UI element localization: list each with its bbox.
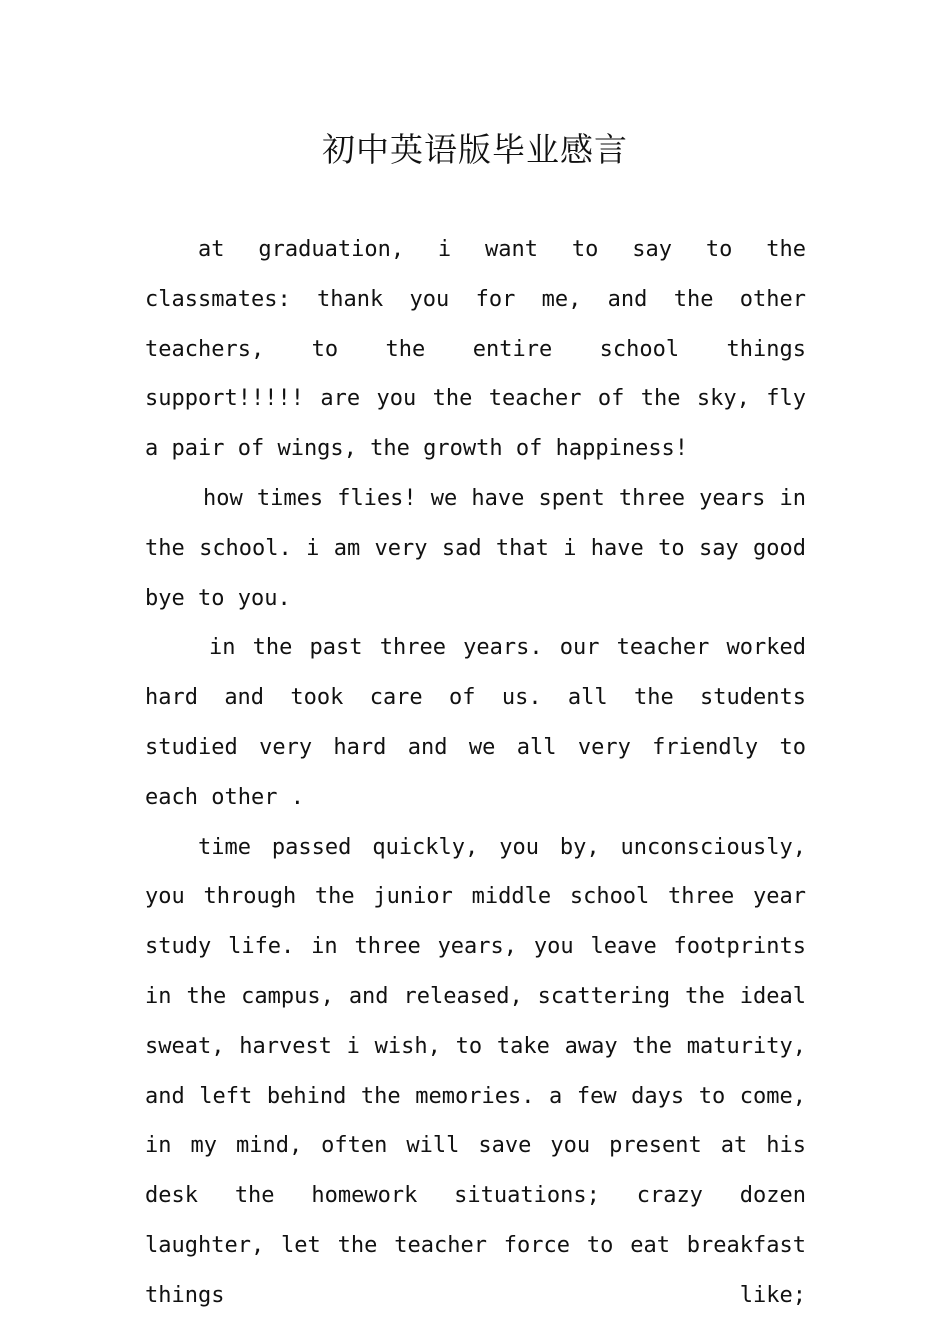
paragraph-1: at graduation, i want to say to the classmates: thank you for me, and the other teachers, to the entire school things support!!!!! are you the teacher of the sky, fly a pair of wings, the growth of happiness! xyxy=(145,237,806,462)
document-body xyxy=(145,225,806,1321)
document-title: 初中英语版毕业感言 xyxy=(322,130,628,169)
paragraph-2: how times flies! we have spent three years in the school. i am very sad that i have to say good bye to you. xyxy=(145,485,806,611)
paragraph-4: time passed quickly, you by, unconsciously, you through the junior middle school three year study life. in three years, you leave footprints in the campus, and released, scattering the ideal sweat, harvest i wish, to take away the maturity, and left behind the memories. a few days to come, in my mind, often will save you present at his desk the homework situations; crazy dozen laughter, let the teacher force to eat breakfast things like; xyxy=(145,834,806,1308)
paragraph-3: in the past three years. our teacher worked hard and took care of us. all the students studied very hard and we all very friendly to each other . xyxy=(145,635,806,810)
